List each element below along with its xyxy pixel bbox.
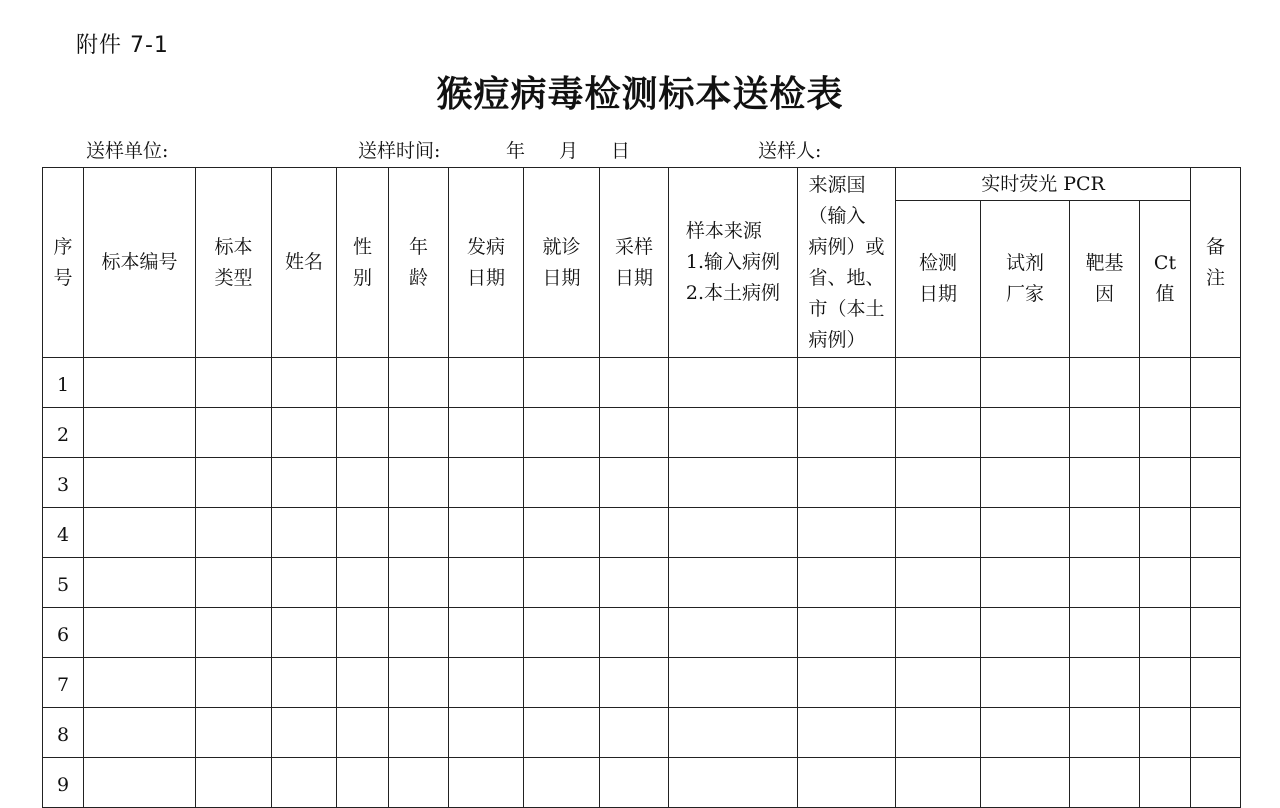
cell-ct-value[interactable] — [1140, 408, 1191, 458]
header-visit-date — [524, 168, 600, 358]
table-row — [43, 658, 1241, 708]
cell-visit-date[interactable] — [524, 558, 600, 608]
cell-specimen-no[interactable] — [84, 358, 196, 408]
table-row — [43, 708, 1241, 758]
cell-test-date[interactable] — [896, 708, 981, 758]
table-row — [43, 558, 1241, 608]
header-specimen-source-label: 样本来源 1.输入病例 2.本土病例 — [685, 220, 781, 304]
cell-age[interactable] — [389, 408, 449, 458]
cell-specimen-source[interactable] — [669, 558, 798, 608]
cell-onset-date[interactable] — [449, 558, 524, 608]
header-test-date — [896, 201, 981, 358]
cell-specimen-source[interactable] — [669, 608, 798, 658]
cell-name[interactable] — [272, 458, 337, 508]
cell-sampling-date[interactable] — [600, 708, 669, 758]
header-specimen-type-label: 标本 类型 — [214, 235, 253, 289]
cell-remarks[interactable] — [1191, 558, 1241, 608]
cell-reagent-maker[interactable] — [981, 608, 1070, 658]
table-row — [43, 608, 1241, 658]
cell-sex[interactable] — [337, 658, 389, 708]
sending-unit-label: 送样单位: — [86, 140, 169, 162]
cell-reagent-maker[interactable] — [981, 658, 1070, 708]
cell-ct-value[interactable] — [1140, 608, 1191, 658]
cell-onset-date[interactable] — [449, 358, 524, 408]
cell-specimen-no[interactable] — [84, 458, 196, 508]
cell-remarks[interactable] — [1191, 708, 1241, 758]
cell-origin[interactable] — [798, 558, 896, 608]
cell-sampling-date[interactable] — [600, 458, 669, 508]
cell-specimen-no[interactable] — [84, 558, 196, 608]
cell-sex[interactable] — [337, 458, 389, 508]
cell-sampling-date[interactable] — [600, 508, 669, 558]
cell-name[interactable] — [272, 608, 337, 658]
cell-target-gene[interactable] — [1070, 358, 1140, 408]
cell-target-gene[interactable] — [1070, 708, 1140, 758]
cell-remarks[interactable] — [1191, 658, 1241, 708]
year-label: 年 — [506, 140, 526, 162]
cell-specimen-type[interactable] — [196, 458, 272, 508]
table-row — [43, 458, 1241, 508]
row-number: 1 — [43, 358, 84, 408]
cell-sex[interactable] — [337, 608, 389, 658]
cell-name[interactable] — [272, 408, 337, 458]
attachment-label: 附件 7-1 — [76, 33, 169, 58]
cell-visit-date[interactable] — [524, 508, 600, 558]
cell-remarks[interactable] — [1191, 508, 1241, 558]
cell-name[interactable] — [272, 708, 337, 758]
cell-ct-value[interactable] — [1140, 708, 1191, 758]
cell-age[interactable] — [389, 358, 449, 408]
row-number: 8 — [43, 708, 84, 758]
cell-target-gene[interactable] — [1070, 558, 1140, 608]
cell-sampling-date[interactable] — [600, 558, 669, 608]
cell-specimen-type[interactable] — [196, 608, 272, 658]
cell-target-gene[interactable] — [1070, 408, 1140, 458]
cell-specimen-no[interactable] — [84, 658, 196, 708]
cell-sex[interactable] — [337, 708, 389, 758]
cell-visit-date[interactable] — [524, 408, 600, 458]
cell-name[interactable] — [272, 358, 337, 408]
cell-test-date[interactable] — [896, 358, 981, 408]
header-row-1 — [43, 168, 1241, 201]
header-visit-date-label: 就诊 日期 — [542, 235, 581, 289]
day-label: 日 — [611, 140, 631, 162]
header-seq — [43, 168, 84, 358]
cell-specimen-source[interactable] — [669, 658, 798, 708]
row-number: 4 — [43, 508, 84, 558]
cell-age[interactable] — [389, 708, 449, 758]
cell-specimen-type[interactable] — [196, 658, 272, 708]
header-onset-date — [449, 168, 524, 358]
header-specimen-no-label: 标本编号 — [101, 251, 178, 273]
cell-age[interactable] — [389, 658, 449, 708]
header-pcr-group-label: 实时荧光 PCR — [981, 172, 1105, 195]
cell-specimen-no[interactable] — [84, 708, 196, 758]
table-row — [43, 508, 1241, 558]
header-remarks-label: 备 注 — [1206, 235, 1226, 289]
cell-remarks[interactable] — [1191, 358, 1241, 408]
cell-target-gene[interactable] — [1070, 608, 1140, 658]
header-target-gene-label: 靶基 因 — [1085, 252, 1124, 305]
cell-test-date[interactable] — [896, 608, 981, 658]
cell-sampling-date[interactable] — [600, 408, 669, 458]
row-number: 6 — [43, 608, 84, 658]
cell-origin[interactable] — [798, 508, 896, 558]
month-label: 月 — [559, 140, 579, 162]
cell-specimen-type[interactable] — [196, 558, 272, 608]
cell-origin[interactable] — [798, 708, 896, 758]
header-origin-label: 来源国 （输入 病例）或 省、地、 市（本土 病例） — [808, 173, 885, 351]
cell-origin[interactable] — [798, 458, 896, 508]
header-reagent-maker-label: 试剂 厂家 — [1005, 252, 1044, 305]
cell-remarks[interactable] — [1191, 408, 1241, 458]
cell-sex[interactable] — [337, 508, 389, 558]
row-number: 5 — [43, 558, 84, 608]
cell-onset-date[interactable] — [449, 658, 524, 708]
row-number: 7 — [43, 658, 84, 708]
cell-target-gene[interactable] — [1070, 508, 1140, 558]
header-reagent-maker — [981, 201, 1070, 358]
header-sampling-date-label: 采样 日期 — [614, 235, 653, 289]
cell-specimen-source[interactable] — [669, 358, 798, 408]
header-age-label: 年 龄 — [408, 235, 428, 289]
cell-specimen-source[interactable] — [669, 458, 798, 508]
form-title: 猴痘病毒检测标本送检表 — [436, 74, 844, 115]
cell-ct-value[interactable] — [1140, 358, 1191, 408]
table-row — [43, 408, 1241, 458]
cell-specimen-no[interactable] — [84, 508, 196, 558]
cell-visit-date[interactable] — [524, 708, 600, 758]
header-seq-label: 序 号 — [53, 235, 73, 289]
cell-specimen-source[interactable] — [669, 508, 798, 558]
cell-ct-value[interactable] — [1140, 658, 1191, 708]
header-name-label: 姓名 — [284, 251, 323, 273]
cell-origin[interactable] — [798, 658, 896, 708]
cell-reagent-maker[interactable] — [981, 558, 1070, 608]
cell-specimen-no[interactable] — [84, 408, 196, 458]
cell-sex[interactable] — [337, 358, 389, 408]
header-sex-label: 性 别 — [352, 235, 372, 289]
cell-remarks[interactable] — [1191, 608, 1241, 658]
cell-reagent-maker[interactable] — [981, 408, 1070, 458]
cell-reagent-maker[interactable] — [981, 358, 1070, 408]
cell-test-date[interactable] — [896, 508, 981, 558]
cell-ct-value[interactable] — [1140, 508, 1191, 558]
header-test-date-label: 检测 日期 — [918, 252, 957, 305]
cell-sampling-date[interactable] — [600, 358, 669, 408]
cell-visit-date[interactable] — [524, 358, 600, 408]
sending-time-label: 送样时间: — [358, 140, 441, 162]
cell-specimen-no[interactable] — [84, 608, 196, 658]
header-origin — [798, 168, 896, 358]
cell-onset-date[interactable] — [449, 408, 524, 458]
cell-sex[interactable] — [337, 408, 389, 458]
table-row — [43, 358, 1241, 408]
cell-name[interactable] — [272, 558, 337, 608]
cell-age[interactable] — [389, 508, 449, 558]
cell-visit-date[interactable] — [524, 658, 600, 708]
cell-sex[interactable] — [337, 558, 389, 608]
cell-reagent-maker[interactable] — [981, 708, 1070, 758]
cell-origin[interactable] — [798, 358, 896, 408]
table-body — [43, 168, 1241, 808]
cell-name[interactable] — [272, 508, 337, 558]
cell-visit-date[interactable] — [524, 458, 600, 508]
cell-sampling-date[interactable] — [600, 608, 669, 658]
cell-test-date[interactable] — [896, 658, 981, 708]
cell-target-gene[interactable] — [1070, 658, 1140, 708]
cell-specimen-type[interactable] — [196, 358, 272, 408]
header-specimen-type — [196, 168, 272, 358]
header-specimen-source — [669, 168, 798, 358]
header-age — [389, 168, 449, 358]
header-name — [272, 168, 337, 358]
cell-remarks[interactable] — [1191, 458, 1241, 508]
cell-ct-value[interactable] — [1140, 458, 1191, 508]
cell-specimen-type[interactable] — [196, 408, 272, 458]
cell-test-date[interactable] — [896, 458, 981, 508]
cell-origin[interactable] — [798, 608, 896, 658]
cell-origin[interactable] — [798, 408, 896, 458]
sender-label: 送样人: — [758, 140, 822, 162]
cell-name[interactable] — [272, 658, 337, 708]
header-specimen-no — [84, 168, 196, 358]
cell-visit-date[interactable] — [524, 608, 600, 658]
cell-specimen-source[interactable] — [669, 408, 798, 458]
header-remarks — [1191, 168, 1241, 358]
cell-sampling-date[interactable] — [600, 658, 669, 708]
cell-age[interactable] — [389, 458, 449, 508]
cell-age[interactable] — [389, 558, 449, 608]
cell-test-date[interactable] — [896, 408, 981, 458]
header-sampling-date — [600, 168, 669, 358]
row-number: 3 — [43, 458, 84, 508]
header-ct-value-label: Ct 值 — [1153, 252, 1177, 305]
row-number: 2 — [43, 408, 84, 458]
cell-specimen-type[interactable] — [196, 708, 272, 758]
header-pcr-group — [896, 168, 1191, 201]
cell-specimen-type[interactable] — [196, 508, 272, 558]
cell-onset-date[interactable] — [449, 458, 524, 508]
cell-reagent-maker[interactable] — [981, 458, 1070, 508]
header-onset-date-label: 发病 日期 — [466, 235, 505, 289]
cell-test-date[interactable] — [896, 558, 981, 608]
specimen-submission-table — [42, 167, 1241, 808]
cell-onset-date[interactable] — [449, 508, 524, 558]
row-number: 9 — [43, 758, 84, 808]
cell-onset-date[interactable] — [449, 708, 524, 758]
cell-age[interactable] — [389, 608, 449, 658]
header-target-gene — [1070, 201, 1140, 358]
header-sex — [337, 168, 389, 358]
header-ct-value — [1140, 201, 1191, 358]
cell-onset-date[interactable] — [449, 608, 524, 658]
cell-reagent-maker[interactable] — [981, 508, 1070, 558]
cell-ct-value[interactable] — [1140, 558, 1191, 608]
cell-specimen-source[interactable] — [669, 708, 798, 758]
cell-target-gene[interactable] — [1070, 458, 1140, 508]
